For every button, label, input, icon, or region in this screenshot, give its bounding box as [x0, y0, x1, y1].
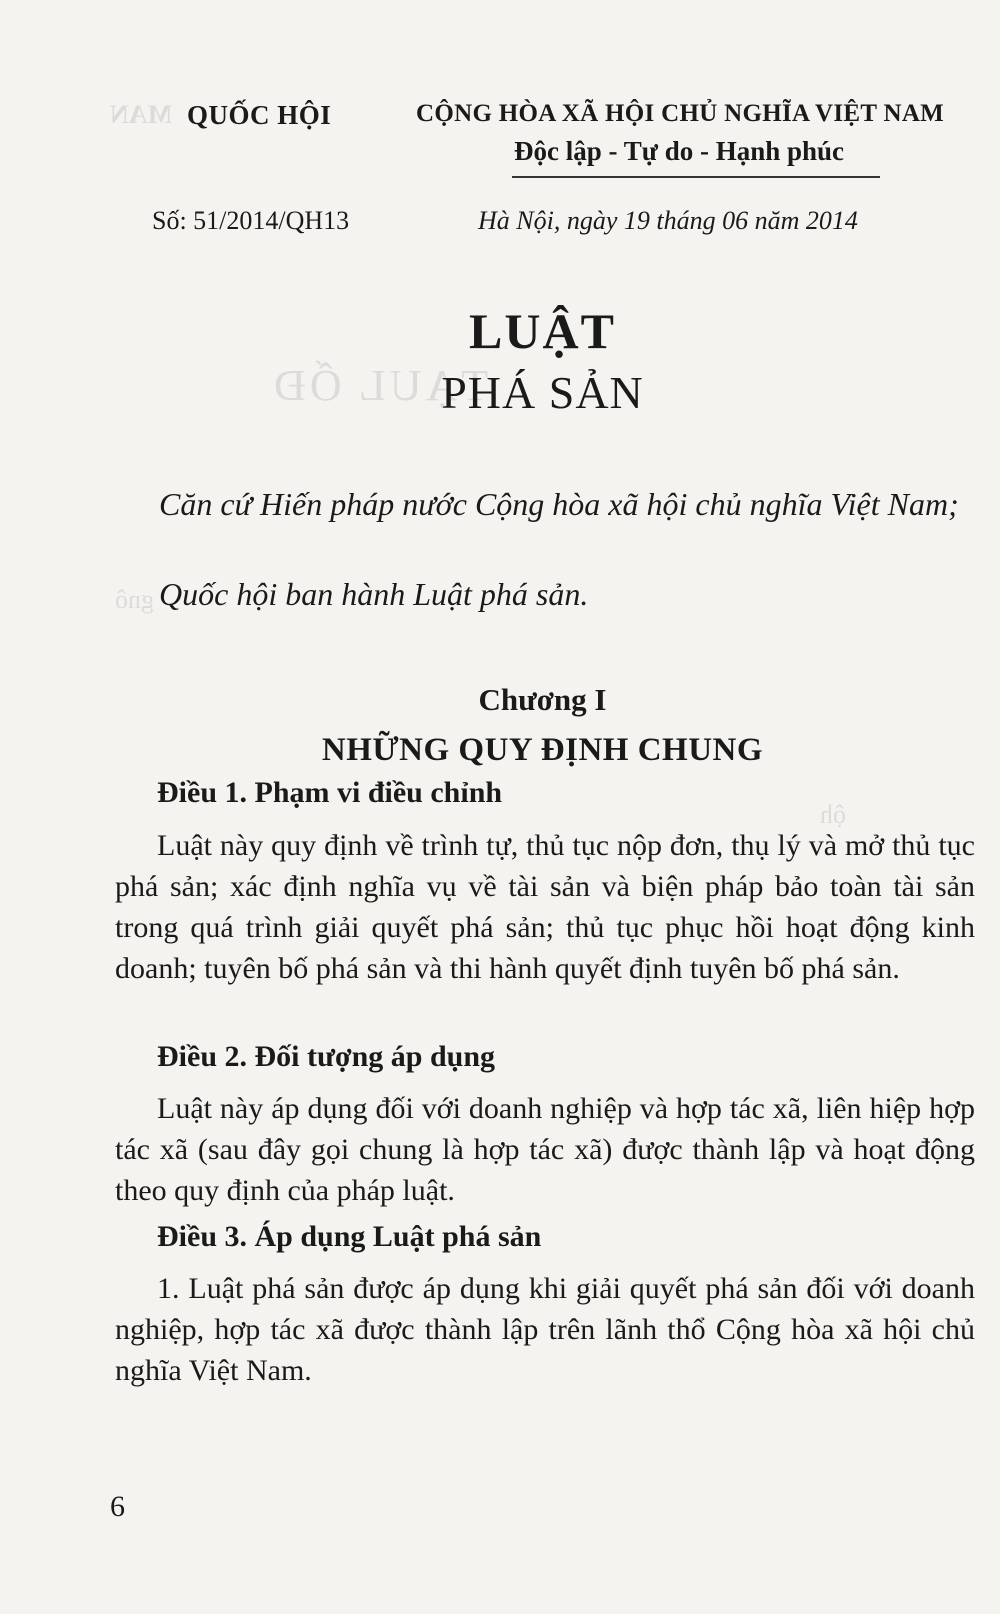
legal-basis: Căn cứ Hiến pháp nước Cộng hòa xã hội chủ nghĩa Việt Nam; [159, 486, 959, 522]
article-1-heading: Điều 1. Phạm vi điều chỉnh [157, 776, 503, 809]
bleed-through-text: ộh [820, 800, 846, 829]
motto-underline [512, 176, 880, 178]
article-2-heading: Điều 2. Đối tượng áp dụng [157, 1040, 496, 1073]
article-2-paragraph: Luật này áp dụng đối với doanh nghiệp và hợp tác xã, liên hiệp hợp tác xã (sau đây gọi chung là hợp tác xã) được thành lập và hoạt động theo quy định của pháp luật. [115, 1092, 975, 1207]
national-motto: Độc lập - Tự do - Hạnh phúc [514, 136, 845, 166]
issuing-organization: QUỐC HỘI [187, 100, 332, 130]
issuance-statement: Quốc hội ban hành Luật phá sản. [159, 576, 589, 612]
page-number: 6 [110, 1490, 125, 1523]
place-and-date: Hà Nội, ngày 19 tháng 06 năm 2014 [478, 206, 858, 235]
bleed-through-text: MAN [110, 100, 173, 129]
article-1-paragraph: Luật này quy định về trình tự, thủ tục nộp đơn, thụ lý và mở thủ tục phá sản; xác định nghĩa vụ về tài sản và biện pháp bảo toàn tài sản trong quá trình giải quyết phá sản; thủ tục phục hồi hoạt động kinh doanh; tuyên bố phá sản và thi hành quyết định tuyên bố phá sản. [115, 829, 975, 985]
country-name: CỘNG HÒA XÃ HỘI CHỦ NGHĨA VIỆT NAM [416, 100, 945, 127]
law-name: PHÁ SẢN [441, 367, 644, 418]
article-3-paragraph: 1. Luật phá sản được áp dụng khi giải quyết phá sản đối với doanh nghiệp, hợp tác xã được thành lập trên lãnh thổ Cộng hòa xã hội chủ nghĩa Việt Nam. [115, 1272, 975, 1387]
document-number: Số: 51/2014/QH13 [152, 206, 350, 235]
chapter-number: Chương I [478, 682, 607, 717]
chapter-title: NHỮNG QUY ĐỊNH CHUNG [321, 732, 764, 768]
document-type-title: LUẬT [469, 303, 616, 359]
bleed-through-text: gnô [115, 585, 154, 614]
article-3-heading: Điều 3. Áp dụng Luật phá sản [157, 1220, 542, 1253]
bleed-through-text: TẠUL ỐĐ [270, 361, 489, 410]
